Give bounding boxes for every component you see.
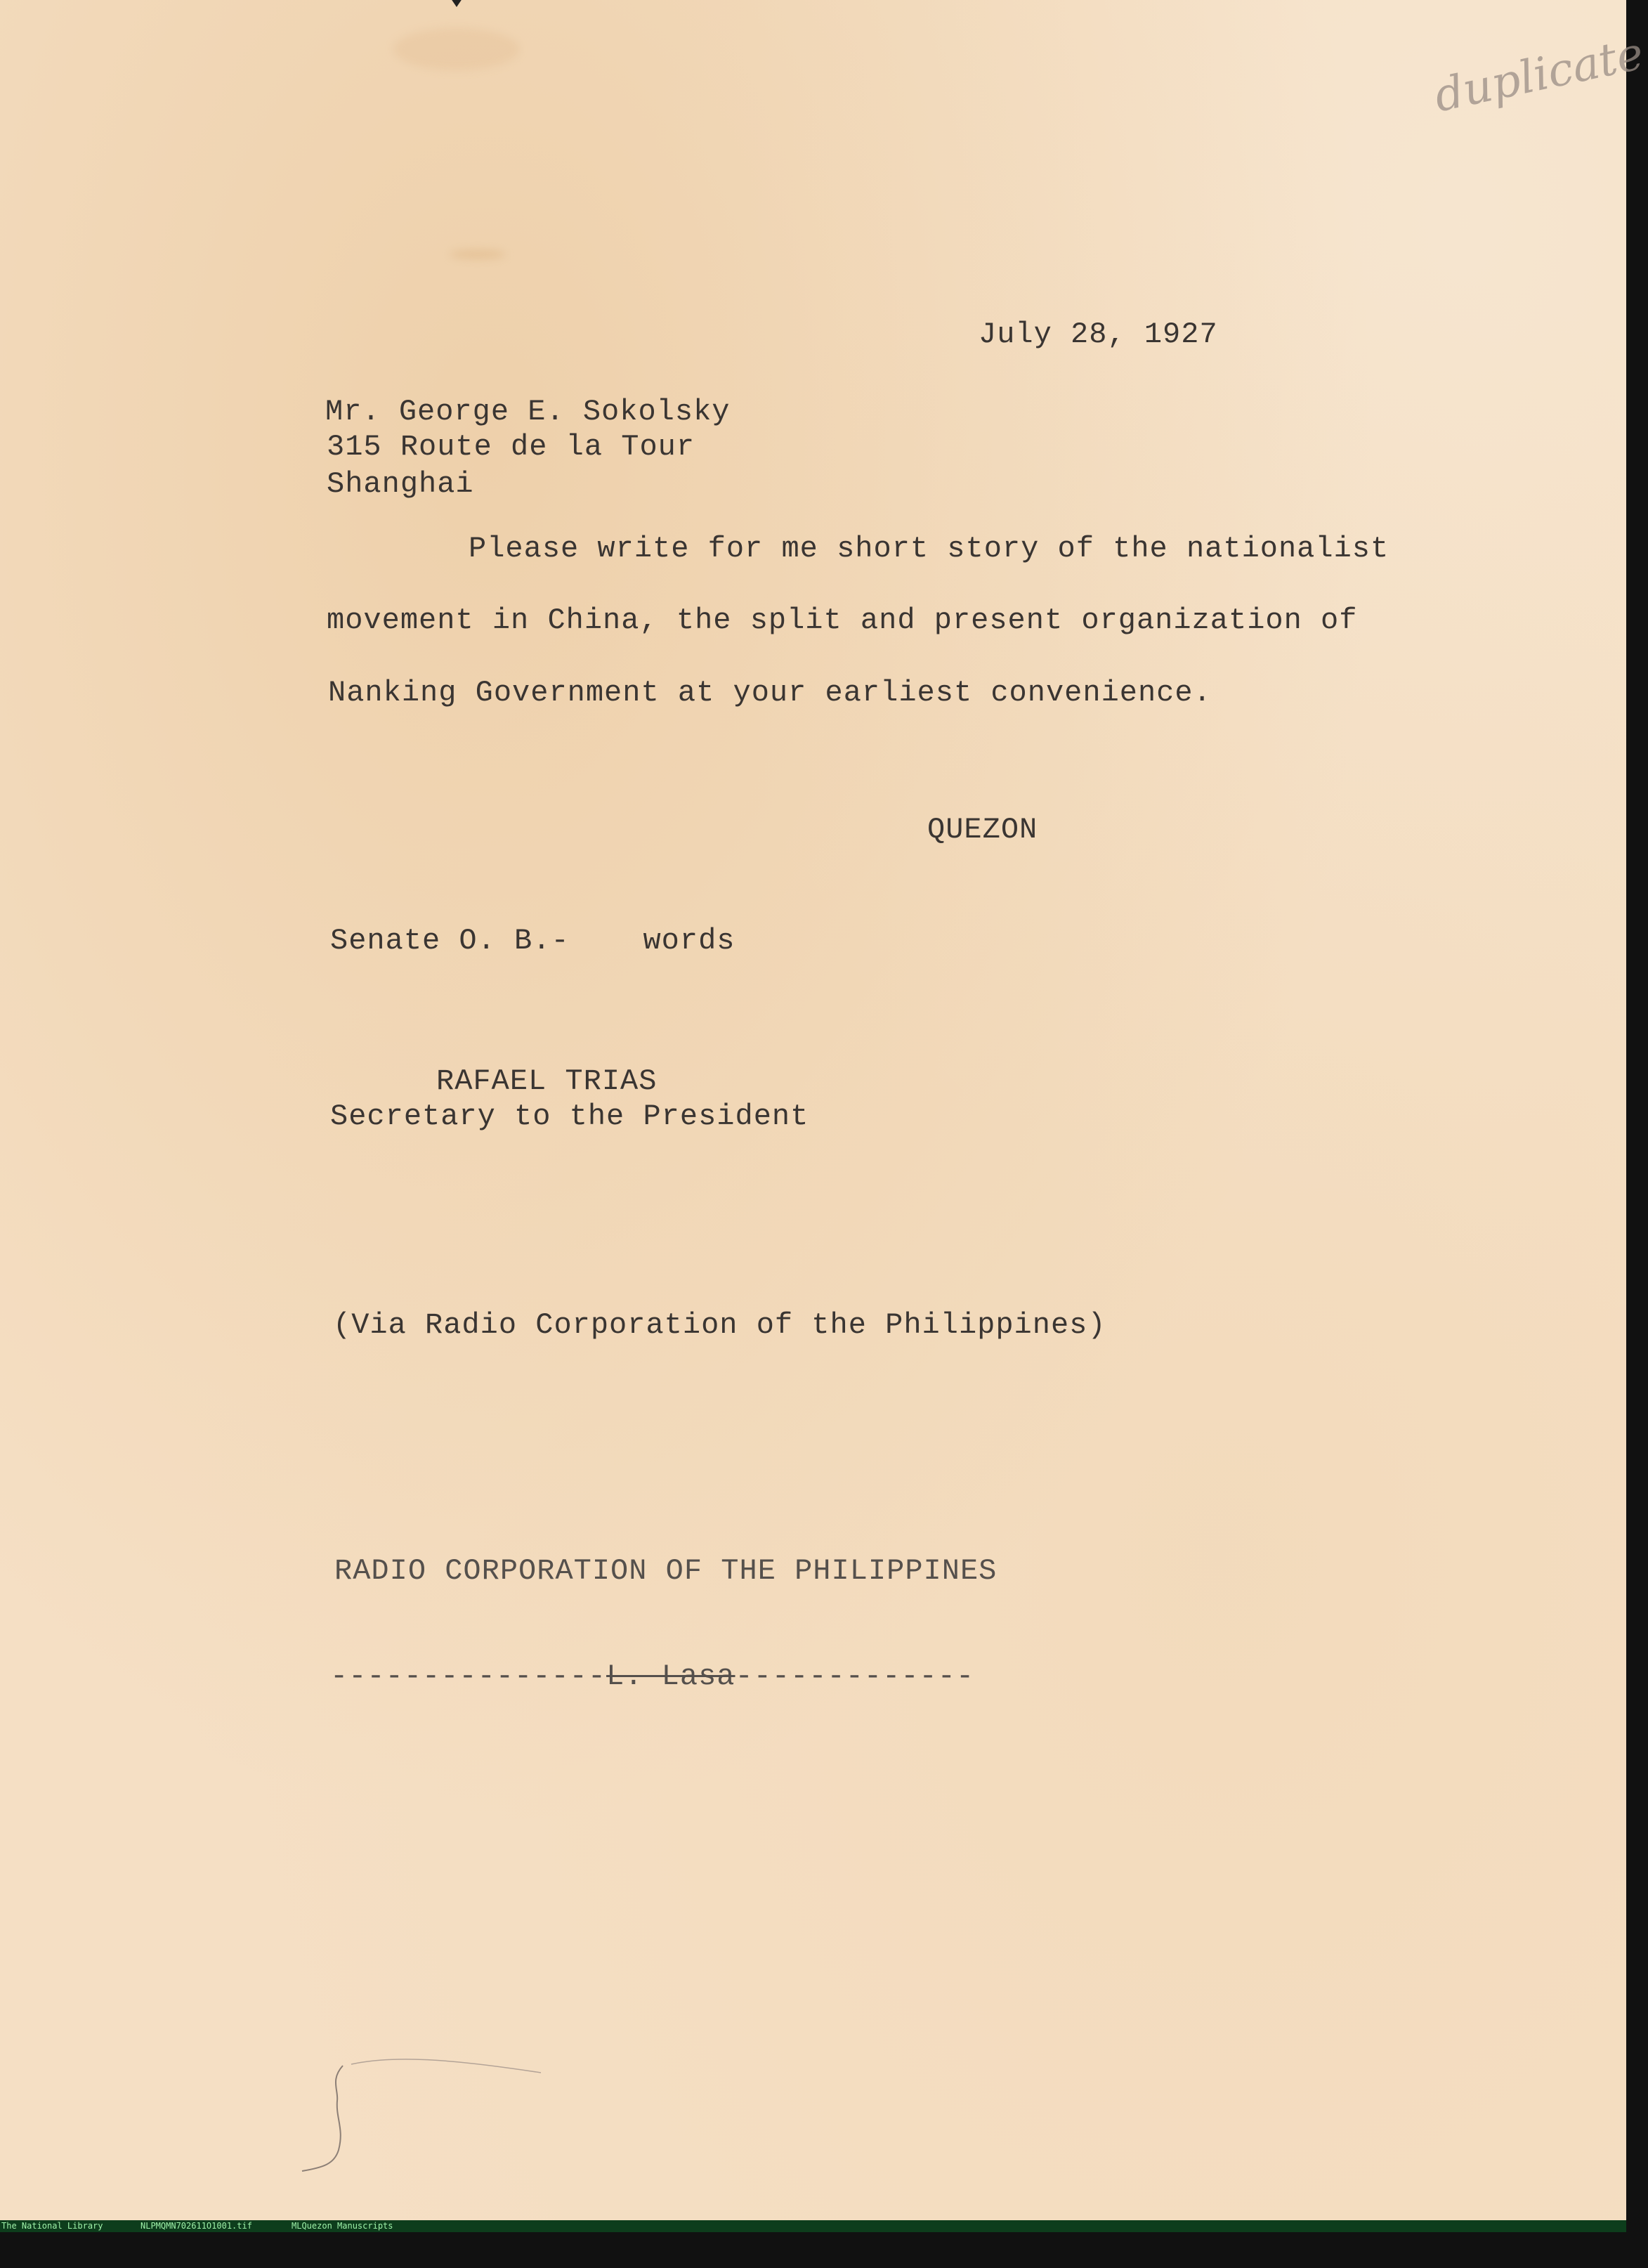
transmission-note: (Via Radio Corporation of the Philippines) (333, 1308, 1106, 1342)
sender-title: Secretary to the President (330, 1100, 809, 1133)
paper-stain (450, 249, 506, 259)
letter-date: July 28, 1927 (979, 318, 1218, 351)
body-line: Please write for me short story of the nationalist (469, 532, 1389, 566)
recipient-name: Mr. George E. Sokolsky (325, 395, 731, 429)
footer-library: The National Library (1, 2221, 103, 2231)
paper-stain (393, 28, 520, 70)
operator-line (330, 1662, 974, 1691)
body-line: Nanking Government at your earliest convenience. (328, 676, 1212, 710)
handwritten-annotation: duplicate (1430, 27, 1648, 123)
body-line: movement in China, the split and present organization of (327, 604, 1358, 637)
archive-footer (0, 2220, 1626, 2232)
punch-mark (446, 0, 467, 7)
signature: QUEZON (927, 813, 1038, 847)
recipient-address: 315 Route de la Tour (327, 430, 695, 464)
sender-name: RAFAEL TRIAS (436, 1064, 658, 1098)
footer-file: NLPMQMN702611O1001.tif (140, 2221, 252, 2231)
recipient-city: Shanghai (327, 467, 474, 501)
operator-line-left: --------------- (330, 1660, 607, 1693)
operator-name: L. Lasa (606, 1660, 735, 1693)
pencil-scribble (288, 2052, 555, 2192)
operator-line-right: ------------- (735, 1660, 975, 1693)
company-name: RADIO CORPORATION OF THE PHILIPPINES (334, 1554, 998, 1588)
billing-line: Senate O. B.- words (330, 924, 735, 958)
footer-collection: MLQuezon Manuscripts (292, 2221, 393, 2231)
